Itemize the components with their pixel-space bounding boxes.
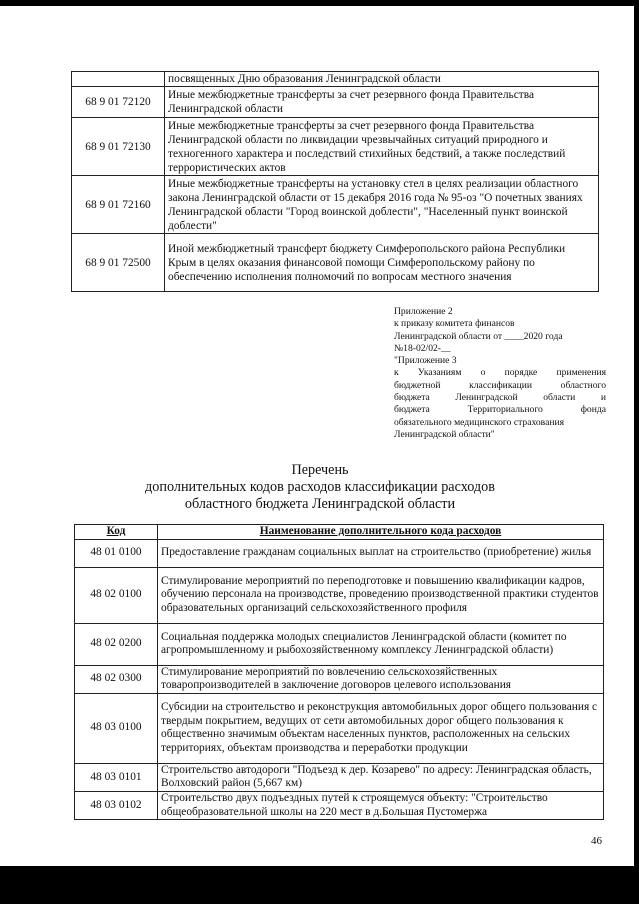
code-cell: 48 03 0101 [75, 763, 158, 791]
code-cell: 68 9 01 72500 [72, 234, 165, 292]
table-row [75, 763, 604, 791]
table-row [75, 791, 604, 819]
code-cell: 48 01 0100 [75, 539, 158, 567]
appendix-line: Ленинградской области от ____2020 года [394, 330, 563, 342]
title-line: областного бюджета Ленинградской области [184, 496, 456, 512]
appendix-line: бюджета Территориального фонда [394, 404, 606, 416]
appendix-line: бюджета Ленинградской области и [394, 392, 606, 404]
table-row [72, 176, 599, 234]
header-name: Наименование дополнительного кода расходов [158, 525, 604, 540]
table-row [72, 87, 599, 118]
table-row [72, 234, 599, 292]
top-codes-table [71, 71, 599, 292]
description-cell: Строительство автодороги "Подъезд к дер. Козарево" по адресу: Ленинградская область, Волховский район (5,667 км) [158, 763, 604, 791]
appendix-line: к Указаниям о порядке применения [394, 367, 606, 379]
table-row [75, 567, 604, 623]
scan-border-top [0, 0, 639, 6]
description-cell: Иные межбюджетные трансферты за счет резервного фонда Правительства Ленинградской области по ликвидации чрезвычайных ситуаций природного и техногенного характера и последствий стихийных бедствий, а также последствий террористических актов [165, 118, 599, 176]
code-cell: 48 02 0200 [75, 623, 158, 665]
code-cell: 48 02 0100 [75, 567, 158, 623]
title-line: дополнительных кодов расходов классификации расходов [145, 479, 495, 495]
code-cell [72, 72, 165, 87]
table-row [75, 539, 604, 567]
table-row [75, 665, 604, 693]
appendix-line: Приложение 2 [394, 306, 453, 317]
description-cell: Иные межбюджетные трансферты на установку стел в целях реализации областного закона Ленинградской области от 15 декабря 2016 года № 95-оз "О почетных званиях Ленинградской области "Город воинской доблести", "Населенный пункт воинской доблести" [165, 176, 599, 234]
appendix-line: №18-02/02-__ [394, 342, 451, 354]
appendix-line: к приказу комитета финансов [394, 318, 515, 330]
additional-codes-table [74, 524, 604, 820]
description-cell: Иной межбюджетный трансферт бюджету Симферопольского района Республики Крым в целях оказания финансовой помощи Симферопольскому району по обеспечению исполнения полномочий по вопросам местного значения [165, 234, 599, 292]
appendix-line: бюджетной классификации областного [394, 379, 606, 391]
code-cell: 48 02 0300 [75, 665, 158, 693]
code-cell: 68 9 01 72130 [72, 118, 165, 176]
description-cell: Субсидии на строительство и реконструкция автомобильных дорог общего пользования с твердым покрытием, ведущих от сети автомобильных дорог общего пользования к общественно значимым объектам населенных пунктов, расположенных на сельских территориях, объектам производства и переработки продукции [158, 693, 604, 763]
scan-border-right [634, 0, 639, 870]
description-cell: посвященных Дню образования Ленинградской области [165, 72, 599, 87]
appendix-note [394, 306, 606, 441]
code-cell: 48 03 0100 [75, 693, 158, 763]
appendix-line: обязательного медицинского страхования [394, 416, 565, 428]
table-row [75, 623, 604, 665]
table-row [75, 693, 604, 763]
table-row [72, 118, 599, 176]
description-cell: Иные межбюджетные трансферты за счет резервного фонда Правительства Ленинградской области [165, 87, 599, 118]
description-cell: Предоставление гражданам социальных выплат на строительство (приобретение) жилья [158, 539, 604, 567]
code-cell: 68 9 01 72120 [72, 87, 165, 118]
appendix-line: Ленинградской области" [394, 428, 495, 440]
header-code: Код [75, 525, 158, 540]
document-title [120, 462, 520, 513]
title-line: Перечень [291, 462, 349, 478]
table-row [72, 72, 599, 87]
description-cell: Социальная поддержка молодых специалистов Ленинградской области (комитет по агропромышленному и рыбохозяйственному комплексу Ленинградской области) [158, 623, 604, 665]
page-number: 46 [591, 835, 602, 847]
appendix-line: "Приложение 3 [394, 355, 457, 367]
description-cell: Строительство двух подъездных путей к строящемуся объекту: "Строительство общеобразовательной школы на 220 мест в д.Большая Пустомержа [158, 791, 604, 819]
description-cell: Стимулирование мероприятий по переподготовке и повышению квалификации кадров, обучению персонала на производстве, проведению производственной практики студентов образовательных организаций сельскохозяйственного профиля [158, 567, 604, 623]
description-cell: Стимулирование мероприятий по вовлечению сельскохозяйственных товаропроизводителей в заключение договоров целевого использования [158, 665, 604, 693]
code-cell: 48 03 0102 [75, 791, 158, 819]
table-header-row [75, 525, 604, 540]
scan-border-bottom [0, 866, 639, 904]
code-cell: 68 9 01 72160 [72, 176, 165, 234]
